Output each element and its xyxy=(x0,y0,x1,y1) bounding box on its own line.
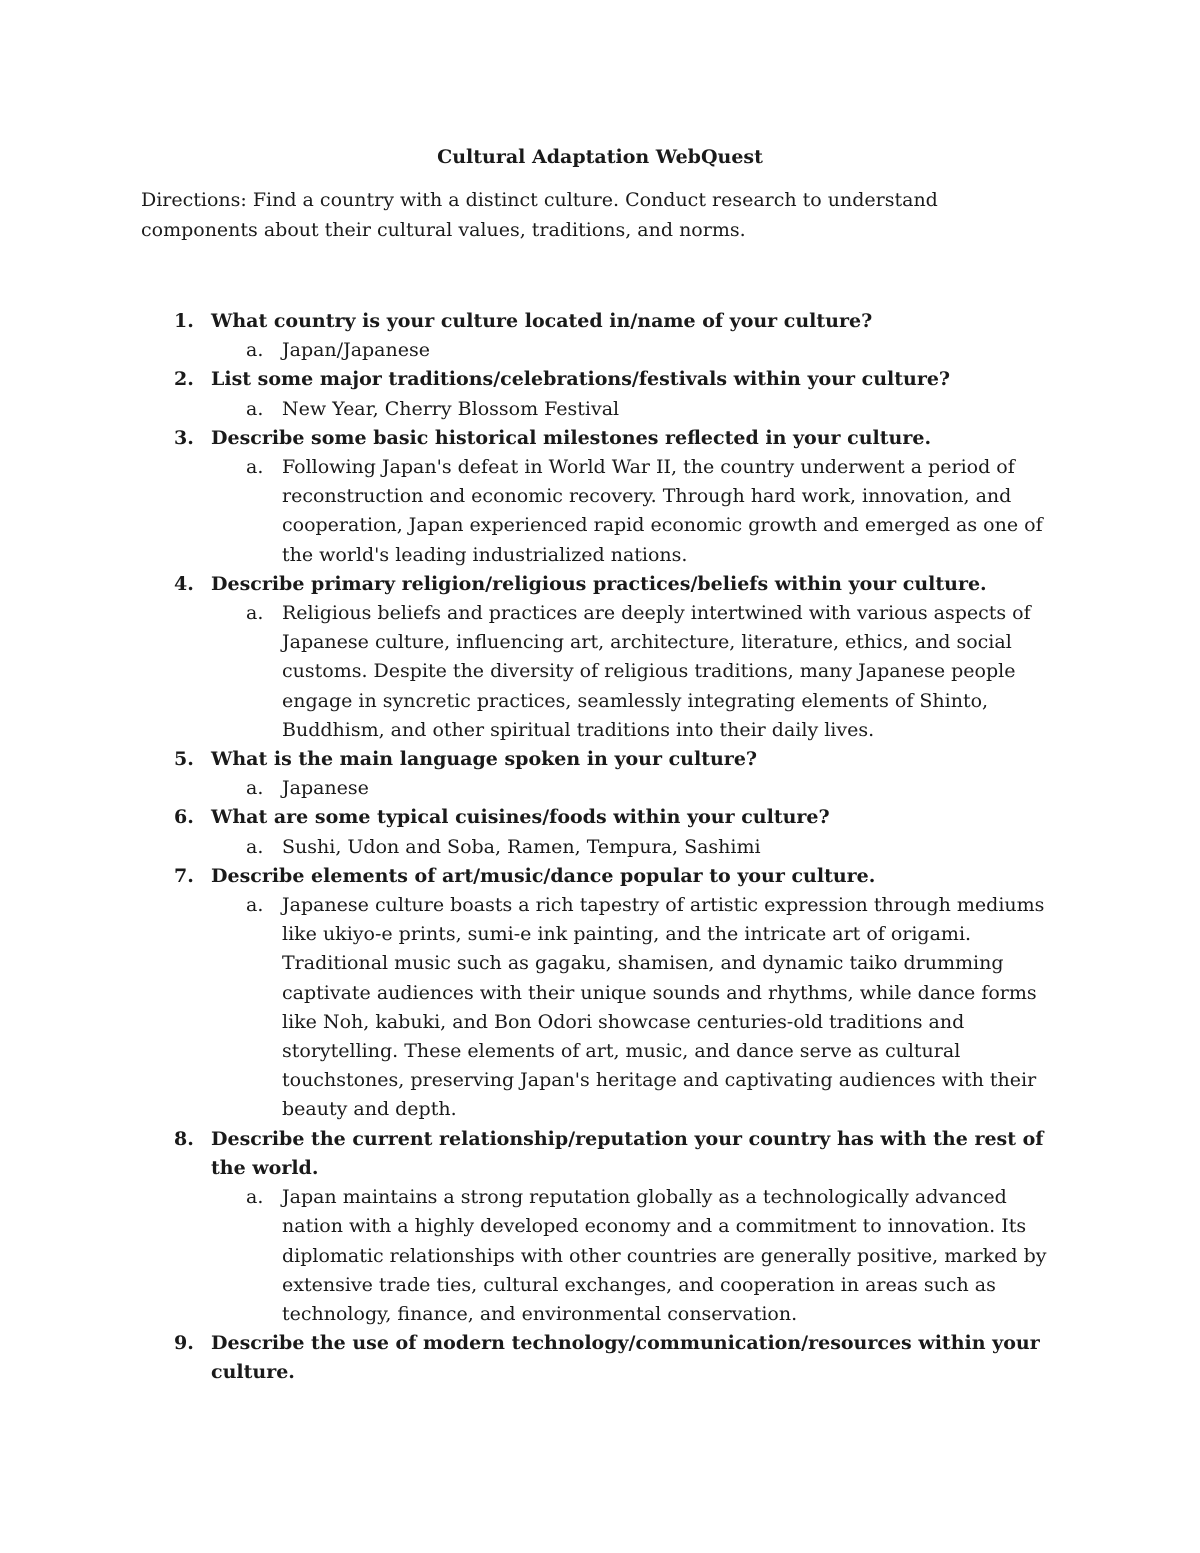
question-number: 8. xyxy=(174,1127,194,1150)
answer-letter: a. xyxy=(246,894,264,917)
question-item-8 xyxy=(0,1125,1200,1329)
question-text: What is the main language spoken in your culture? xyxy=(211,748,758,771)
question-item-9 xyxy=(0,1329,1200,1387)
question-text: Describe primary religion/religious practices/beliefs within your culture. xyxy=(211,572,987,595)
answer-text: Sushi, Udon and Soba, Ramen, Tempura, Sashimi xyxy=(282,835,761,858)
directions-paragraph: Directions: Find a country with a distinct culture. Conduct research to understand components about their cultural values, traditions, and norms. xyxy=(141,189,938,241)
question-list xyxy=(0,307,1200,1388)
answer-letter: a. xyxy=(246,602,264,625)
document-title: Cultural Adaptation WebQuest xyxy=(437,146,763,168)
answer-item xyxy=(0,1183,1200,1329)
answer-letter: a. xyxy=(246,339,264,362)
answer-item xyxy=(0,336,1200,365)
question-item-5 xyxy=(0,745,1200,803)
question-item-2 xyxy=(0,365,1200,423)
answer-item xyxy=(0,891,1200,1125)
answer-text: Japan/Japanese xyxy=(282,339,430,362)
answer-letter: a. xyxy=(246,1186,264,1209)
question-number: 9. xyxy=(174,1332,194,1355)
answer-letter: a. xyxy=(246,456,264,479)
question-number: 6. xyxy=(174,806,194,829)
question-item-4 xyxy=(0,570,1200,745)
answer-item xyxy=(0,453,1200,570)
question-text: List some major traditions/celebrations/festivals within your culture? xyxy=(211,368,951,391)
answer-item xyxy=(0,774,1200,803)
answer-item xyxy=(0,395,1200,424)
question-item-1 xyxy=(0,307,1200,365)
question-text: Describe the current relationship/reputation your country has with the rest of the world. xyxy=(211,1127,1044,1179)
answer-letter: a. xyxy=(246,777,264,800)
question-number: 3. xyxy=(174,426,194,449)
question-text: Describe some basic historical milestones reflected in your culture. xyxy=(211,426,932,449)
question-item-6 xyxy=(0,803,1200,861)
answer-letter: a. xyxy=(246,835,264,858)
question-text: What country is your culture located in/name of your culture? xyxy=(211,310,873,332)
answer-text: Japan maintains a strong reputation globally as a technologically advanced nation with a highly developed economy and a commitment to innovation. Its diplomatic relationships with other countries are generally positive, marked by extensive trade ties, cultural exchanges, and cooperation in areas such as technology, finance, and environmental conservation. xyxy=(282,1186,1047,1325)
question-number: 7. xyxy=(174,864,194,887)
answer-text: Japanese xyxy=(282,777,369,800)
answer-letter: a. xyxy=(246,397,264,420)
question-text: What are some typical cuisines/foods within your culture? xyxy=(211,806,830,829)
question-number: 4. xyxy=(174,572,194,595)
question-text: Describe elements of art/music/dance popular to your culture. xyxy=(211,864,876,887)
answer-text: Following Japan's defeat in World War II, the country underwent a period of reconstruction and economic recovery. Through hard work, innovation, and cooperation, Japan experienced rapid economic growth and emerged as one of the world's leading industrialized nations. xyxy=(282,456,1043,566)
question-item-7 xyxy=(0,862,1200,1125)
answer-item xyxy=(0,599,1200,745)
question-number: 2. xyxy=(174,368,194,391)
answer-item xyxy=(0,833,1200,862)
answer-text: Japanese culture boasts a rich tapestry of artistic expression through mediums like ukiyo-e prints, sumi-e ink painting, and the intricate art of origami. Traditional music such as gagaku, shamisen, and dynamic taiko drumming captivate audiences with their unique sounds and rhythms, while dance forms like Noh, kabuki, and Bon Odori showcase centuries-old traditions and storytelling. These elements of art, music, and dance serve as cultural touchstones, preserving Japan's heritage and captivating audiences with their beauty and depth. xyxy=(282,894,1045,1121)
answer-text: Religious beliefs and practices are deeply intertwined with various aspects of Japanese culture, influencing art, architecture, literature, ethics, and social customs. Despite the diversity of religious traditions, many Japanese people engage in syncretic practices, seamlessly integrating elements of Shinto, Buddhism, and other spiritual traditions into their daily lives. xyxy=(282,602,1031,741)
answer-text: New Year, Cherry Blossom Festival xyxy=(282,397,620,420)
question-number: 1. xyxy=(174,310,194,332)
question-item-3 xyxy=(0,424,1200,570)
question-text: Describe the use of modern technology/communication/resources within your culture. xyxy=(211,1332,1040,1384)
question-number: 5. xyxy=(174,748,194,771)
